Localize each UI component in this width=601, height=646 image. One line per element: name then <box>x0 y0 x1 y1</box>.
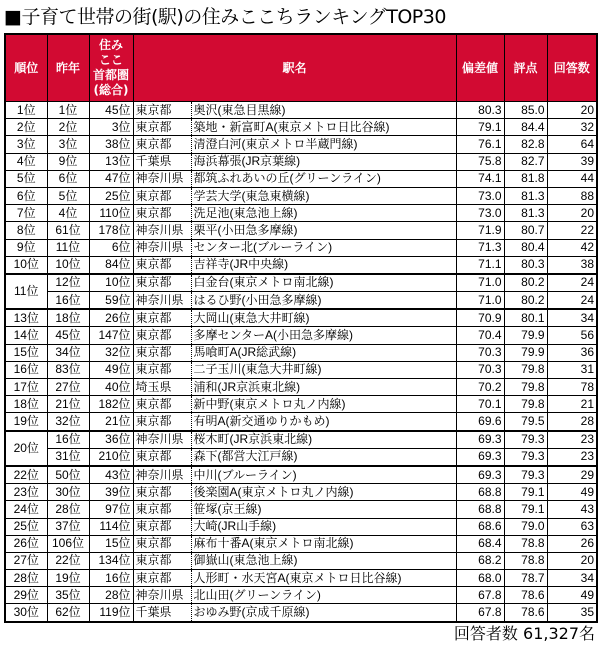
station-cell: 洗足池(東急池上線) <box>191 205 456 222</box>
responses-cell: 43 <box>547 501 597 518</box>
score-cell: 79.8 <box>504 379 547 396</box>
deviation-cell: 80.3 <box>456 102 504 119</box>
table-row <box>5 292 597 310</box>
station-cell: 大岡山(東急大井町線) <box>191 309 456 327</box>
responses-cell: 28 <box>547 413 597 431</box>
station-cell: 桜木町(JR京浜東北線) <box>191 431 456 449</box>
deviation-cell: 73.0 <box>456 205 504 222</box>
score-cell: 79.8 <box>504 396 547 413</box>
station-cell: 後楽園A(東京メトロ丸ノ内線) <box>191 484 456 501</box>
station-cell: 白金台(東京メトロ南北線) <box>191 274 456 292</box>
rank-cell: 25位 <box>5 518 47 535</box>
responses-cell: 20 <box>547 102 597 119</box>
overall-rank-cell: 40位 <box>89 379 133 396</box>
prefecture-cell: 東京都 <box>133 535 191 552</box>
table-row <box>5 274 597 292</box>
rank-cell: 29位 <box>5 587 47 604</box>
rank-cell: 9位 <box>5 239 47 256</box>
last-year-cell: 34位 <box>47 344 89 361</box>
last-year-cell: 16位 <box>47 292 89 310</box>
header-row <box>5 34 597 102</box>
prefecture-cell: 東京都 <box>133 570 191 587</box>
prefecture-cell: 東京都 <box>133 552 191 569</box>
overall-rank-cell: 16位 <box>89 570 133 587</box>
rank-cell: 26位 <box>5 535 47 552</box>
station-cell: センター北(ブルーライン) <box>191 239 456 256</box>
header-responses: 回答数 <box>547 34 597 102</box>
table-row <box>5 239 597 256</box>
overall-rank-cell: 49位 <box>89 361 133 378</box>
responses-cell: 31 <box>547 361 597 378</box>
deviation-cell: 68.2 <box>456 552 504 569</box>
station-cell: 新中野(東京メトロ丸ノ内線) <box>191 396 456 413</box>
responses-cell: 49 <box>547 484 597 501</box>
overall-rank-cell: 38位 <box>89 136 133 153</box>
deviation-cell: 75.8 <box>456 153 504 170</box>
station-cell: 浦和(JR京浜東北線) <box>191 379 456 396</box>
overall-rank-cell: 39位 <box>89 484 133 501</box>
header-rank: 順位 <box>5 34 47 102</box>
rank-cell: 24位 <box>5 501 47 518</box>
table-row <box>5 136 597 153</box>
prefecture-cell: 神奈川県 <box>133 292 191 310</box>
rank-cell: 30位 <box>5 604 47 622</box>
deviation-cell: 69.3 <box>456 448 504 466</box>
responses-cell: 88 <box>547 187 597 204</box>
prefecture-cell: 埼玉県 <box>133 379 191 396</box>
prefecture-cell: 東京都 <box>133 344 191 361</box>
prefecture-cell: 神奈川県 <box>133 170 191 187</box>
station-cell: 北山田(グリーンライン) <box>191 587 456 604</box>
rank-cell: 1位 <box>5 102 47 119</box>
deviation-cell: 70.1 <box>456 396 504 413</box>
deviation-cell: 68.0 <box>456 570 504 587</box>
respondent-count: 回答者数 61,327名 <box>453 624 595 643</box>
prefecture-cell: 東京都 <box>133 205 191 222</box>
prefecture-cell: 神奈川県 <box>133 222 191 239</box>
table-row <box>5 170 597 187</box>
prefecture-cell: 神奈川県 <box>133 239 191 256</box>
score-cell: 79.5 <box>504 413 547 431</box>
score-cell: 78.8 <box>504 535 547 552</box>
station-cell: 人形町・水天宮A(東京メトロ日比谷線) <box>191 570 456 587</box>
table-row <box>5 187 597 204</box>
prefecture-cell: 東京都 <box>133 396 191 413</box>
responses-cell: 32 <box>547 119 597 136</box>
last-year-cell: 19位 <box>47 570 89 587</box>
station-cell: 御嶽山(東急池上線) <box>191 552 456 569</box>
header-overall-line: 首都圏 <box>92 68 129 82</box>
last-year-cell: 2位 <box>47 119 89 136</box>
last-year-cell: 83位 <box>47 361 89 378</box>
rank-cell: 20位 <box>5 431 47 466</box>
deviation-cell: 71.9 <box>456 222 504 239</box>
overall-rank-cell: 114位 <box>89 518 133 535</box>
responses-cell: 20 <box>547 552 597 569</box>
table-row <box>5 466 597 484</box>
deviation-cell: 67.8 <box>456 604 504 622</box>
responses-cell: 20 <box>547 205 597 222</box>
station-cell: 馬喰町A(JR総武線) <box>191 344 456 361</box>
station-cell: 森下(都営大江戸線) <box>191 448 456 466</box>
table-row <box>5 361 597 378</box>
deviation-cell: 69.6 <box>456 413 504 431</box>
deviation-cell: 69.3 <box>456 466 504 484</box>
prefecture-cell: 東京都 <box>133 256 191 274</box>
overall-rank-cell: 210位 <box>89 448 133 466</box>
station-cell: 海浜幕張(JR京葉線) <box>191 153 456 170</box>
prefecture-cell: 東京都 <box>133 327 191 344</box>
responses-cell: 29 <box>547 466 597 484</box>
last-year-cell: 106位 <box>47 535 89 552</box>
deviation-cell: 70.3 <box>456 344 504 361</box>
table-row <box>5 501 597 518</box>
score-cell: 79.3 <box>504 448 547 466</box>
table-row <box>5 431 597 449</box>
last-year-cell: 61位 <box>47 222 89 239</box>
rank-cell: 19位 <box>5 413 47 431</box>
last-year-cell: 28位 <box>47 501 89 518</box>
score-cell: 79.8 <box>504 361 547 378</box>
responses-cell: 63 <box>547 518 597 535</box>
rank-cell: 14位 <box>5 327 47 344</box>
deviation-cell: 69.3 <box>456 431 504 449</box>
prefecture-cell: 千葉県 <box>133 153 191 170</box>
last-year-cell: 11位 <box>47 239 89 256</box>
last-year-cell: 32位 <box>47 413 89 431</box>
rank-cell: 2位 <box>5 119 47 136</box>
rank-cell: 16位 <box>5 361 47 378</box>
score-cell: 79.3 <box>504 466 547 484</box>
deviation-cell: 70.4 <box>456 327 504 344</box>
last-year-cell: 22位 <box>47 552 89 569</box>
page-title: ■子育て世帯の街(駅)の住みここちランキングTOP30 <box>4 6 446 28</box>
deviation-cell: 68.8 <box>456 484 504 501</box>
deviation-cell: 70.2 <box>456 379 504 396</box>
responses-cell: 34 <box>547 570 597 587</box>
score-cell: 81.8 <box>504 170 547 187</box>
score-cell: 80.3 <box>504 256 547 274</box>
overall-rank-cell: 147位 <box>89 327 133 344</box>
prefecture-cell: 東京都 <box>133 102 191 119</box>
rank-cell: 3位 <box>5 136 47 153</box>
last-year-cell: 9位 <box>47 153 89 170</box>
overall-rank-cell: 32位 <box>89 344 133 361</box>
last-year-cell: 35位 <box>47 587 89 604</box>
deviation-cell: 67.8 <box>456 587 504 604</box>
table-row <box>5 222 597 239</box>
responses-cell: 22 <box>547 222 597 239</box>
score-cell: 82.7 <box>504 153 547 170</box>
rank-cell: 17位 <box>5 379 47 396</box>
station-cell: 麻布十番A(東京メトロ南北線) <box>191 535 456 552</box>
deviation-cell: 68.4 <box>456 535 504 552</box>
overall-rank-cell: 3位 <box>89 119 133 136</box>
overall-rank-cell: 13位 <box>89 153 133 170</box>
station-cell: 笹塚(京王線) <box>191 501 456 518</box>
prefecture-cell: 東京都 <box>133 274 191 292</box>
header-station: 駅名 <box>133 34 456 102</box>
overall-rank-cell: 119位 <box>89 604 133 622</box>
overall-rank-cell: 15位 <box>89 535 133 552</box>
responses-cell: 38 <box>547 256 597 274</box>
prefecture-cell: 東京都 <box>133 361 191 378</box>
rank-cell: 13位 <box>5 309 47 327</box>
overall-rank-cell: 25位 <box>89 187 133 204</box>
header-score: 評点 <box>504 34 547 102</box>
table-row <box>5 205 597 222</box>
responses-cell: 24 <box>547 292 597 310</box>
prefecture-cell: 神奈川県 <box>133 587 191 604</box>
rank-cell: 4位 <box>5 153 47 170</box>
last-year-cell: 18位 <box>47 309 89 327</box>
responses-cell: 64 <box>547 136 597 153</box>
last-year-cell: 3位 <box>47 136 89 153</box>
table-row <box>5 396 597 413</box>
score-cell: 84.4 <box>504 119 547 136</box>
overall-rank-cell: 97位 <box>89 501 133 518</box>
table-row <box>5 484 597 501</box>
prefecture-cell: 東京都 <box>133 187 191 204</box>
table-row <box>5 379 597 396</box>
last-year-cell: 12位 <box>47 274 89 292</box>
last-year-cell: 37位 <box>47 518 89 535</box>
station-cell: 都筑ふれあいの丘(グリーンライン) <box>191 170 456 187</box>
rank-cell: 6位 <box>5 187 47 204</box>
score-cell: 79.3 <box>504 431 547 449</box>
score-cell: 81.3 <box>504 187 547 204</box>
rank-cell: 27位 <box>5 552 47 569</box>
header-deviation: 偏差値 <box>456 34 504 102</box>
deviation-cell: 73.0 <box>456 187 504 204</box>
overall-rank-cell: 84位 <box>89 256 133 274</box>
table-row <box>5 518 597 535</box>
station-cell: 奥沢(東急目黒線) <box>191 102 456 119</box>
overall-rank-cell: 10位 <box>89 274 133 292</box>
last-year-cell: 27位 <box>47 379 89 396</box>
last-year-cell: 5位 <box>47 187 89 204</box>
deviation-cell: 68.6 <box>456 518 504 535</box>
header-overall-line: 住み <box>98 38 123 52</box>
station-cell: 有明A(新交通ゆりかもめ) <box>191 413 456 431</box>
station-cell: 吉祥寺(JR中央線) <box>191 256 456 274</box>
responses-cell: 23 <box>547 431 597 449</box>
overall-rank-cell: 47位 <box>89 170 133 187</box>
deviation-cell: 79.1 <box>456 119 504 136</box>
overall-rank-cell: 45位 <box>89 102 133 119</box>
deviation-cell: 68.8 <box>456 501 504 518</box>
last-year-cell: 30位 <box>47 484 89 501</box>
last-year-cell: 10位 <box>47 256 89 274</box>
responses-cell: 35 <box>547 604 597 622</box>
rank-cell: 22位 <box>5 466 47 484</box>
table-row <box>5 535 597 552</box>
deviation-cell: 74.1 <box>456 170 504 187</box>
responses-cell: 56 <box>547 327 597 344</box>
prefecture-cell: 東京都 <box>133 309 191 327</box>
responses-cell: 39 <box>547 153 597 170</box>
deviation-cell: 71.0 <box>456 292 504 310</box>
overall-rank-cell: 43位 <box>89 466 133 484</box>
table-body <box>5 102 597 622</box>
overall-rank-cell: 134位 <box>89 552 133 569</box>
table-row <box>5 413 597 431</box>
responses-cell: 42 <box>547 239 597 256</box>
last-year-cell: 45位 <box>47 327 89 344</box>
station-cell: 二子玉川(東急大井町線) <box>191 361 456 378</box>
table-row <box>5 153 597 170</box>
last-year-cell: 4位 <box>47 205 89 222</box>
table-row <box>5 327 597 344</box>
responses-cell: 49 <box>547 587 597 604</box>
rank-cell: 15位 <box>5 344 47 361</box>
responses-cell: 21 <box>547 396 597 413</box>
score-cell: 82.8 <box>504 136 547 153</box>
rank-cell: 5位 <box>5 170 47 187</box>
rank-cell: 8位 <box>5 222 47 239</box>
station-cell: 中川(ブルーライン) <box>191 466 456 484</box>
station-cell: 大崎(JR山手線) <box>191 518 456 535</box>
deviation-cell: 71.3 <box>456 239 504 256</box>
prefecture-cell: 東京都 <box>133 136 191 153</box>
responses-cell: 36 <box>547 344 597 361</box>
score-cell: 78.8 <box>504 552 547 569</box>
overall-rank-cell: 36位 <box>89 431 133 449</box>
header-overall-line: (総合) <box>93 83 129 97</box>
table-row <box>5 587 597 604</box>
table-row <box>5 256 597 274</box>
table-row <box>5 102 597 119</box>
prefecture-cell: 千葉県 <box>133 604 191 622</box>
station-cell: おゆみ野(京成千原線) <box>191 604 456 622</box>
deviation-cell: 76.1 <box>456 136 504 153</box>
rank-cell: 23位 <box>5 484 47 501</box>
overall-rank-cell: 59位 <box>89 292 133 310</box>
score-cell: 79.9 <box>504 327 547 344</box>
table-row <box>5 119 597 136</box>
deviation-cell: 70.3 <box>456 361 504 378</box>
score-cell: 81.3 <box>504 205 547 222</box>
table-row <box>5 570 597 587</box>
last-year-cell: 21位 <box>47 396 89 413</box>
last-year-cell: 16位 <box>47 431 89 449</box>
table-row <box>5 448 597 466</box>
prefecture-cell: 東京都 <box>133 448 191 466</box>
overall-rank-cell: 26位 <box>89 309 133 327</box>
score-cell: 78.6 <box>504 587 547 604</box>
table-row <box>5 309 597 327</box>
responses-cell: 34 <box>547 309 597 327</box>
table-row <box>5 552 597 569</box>
table-row <box>5 344 597 361</box>
station-cell: 多摩センターA(小田急多摩線) <box>191 327 456 344</box>
overall-rank-cell: 6位 <box>89 239 133 256</box>
score-cell: 80.7 <box>504 222 547 239</box>
score-cell: 79.0 <box>504 518 547 535</box>
score-cell: 80.2 <box>504 292 547 310</box>
score-cell: 80.2 <box>504 274 547 292</box>
ranking-table <box>4 33 598 623</box>
rank-cell: 7位 <box>5 205 47 222</box>
responses-cell: 23 <box>547 448 597 466</box>
last-year-cell: 1位 <box>47 102 89 119</box>
last-year-cell: 62位 <box>47 604 89 622</box>
rank-cell: 18位 <box>5 396 47 413</box>
score-cell: 80.4 <box>504 239 547 256</box>
overall-rank-cell: 178位 <box>89 222 133 239</box>
responses-cell: 78 <box>547 379 597 396</box>
header-overall <box>89 34 133 102</box>
overall-rank-cell: 182位 <box>89 396 133 413</box>
responses-cell: 24 <box>547 274 597 292</box>
prefecture-cell: 東京都 <box>133 518 191 535</box>
overall-rank-cell: 21位 <box>89 413 133 431</box>
score-cell: 79.9 <box>504 344 547 361</box>
prefecture-cell: 東京都 <box>133 413 191 431</box>
score-cell: 79.1 <box>504 484 547 501</box>
score-cell: 78.7 <box>504 570 547 587</box>
deviation-cell: 71.0 <box>456 274 504 292</box>
header-overall-line: ここ <box>98 53 123 67</box>
score-cell: 78.6 <box>504 604 547 622</box>
table-row <box>5 604 597 622</box>
score-cell: 80.1 <box>504 309 547 327</box>
prefecture-cell: 東京都 <box>133 501 191 518</box>
station-cell: 栗平(小田急多摩線) <box>191 222 456 239</box>
responses-cell: 26 <box>547 535 597 552</box>
last-year-cell: 31位 <box>47 448 89 466</box>
station-cell: 学芸大学(東急東横線) <box>191 187 456 204</box>
score-cell: 79.1 <box>504 501 547 518</box>
last-year-cell: 6位 <box>47 170 89 187</box>
rank-cell: 10位 <box>5 256 47 274</box>
overall-rank-cell: 110位 <box>89 205 133 222</box>
deviation-cell: 70.9 <box>456 309 504 327</box>
header-last-year: 昨年 <box>47 34 89 102</box>
prefecture-cell: 東京都 <box>133 119 191 136</box>
station-cell: 築地・新富町A(東京メトロ日比谷線) <box>191 119 456 136</box>
score-cell: 85.0 <box>504 102 547 119</box>
overall-rank-cell: 28位 <box>89 587 133 604</box>
prefecture-cell: 東京都 <box>133 484 191 501</box>
station-cell: 清澄白河(東京メトロ半蔵門線) <box>191 136 456 153</box>
deviation-cell: 71.1 <box>456 256 504 274</box>
prefecture-cell: 神奈川県 <box>133 431 191 449</box>
last-year-cell: 50位 <box>47 466 89 484</box>
rank-cell: 11位 <box>5 274 47 309</box>
rank-cell: 28位 <box>5 570 47 587</box>
responses-cell: 44 <box>547 170 597 187</box>
station-cell: はるひ野(小田急多摩線) <box>191 292 456 310</box>
prefecture-cell: 神奈川県 <box>133 466 191 484</box>
